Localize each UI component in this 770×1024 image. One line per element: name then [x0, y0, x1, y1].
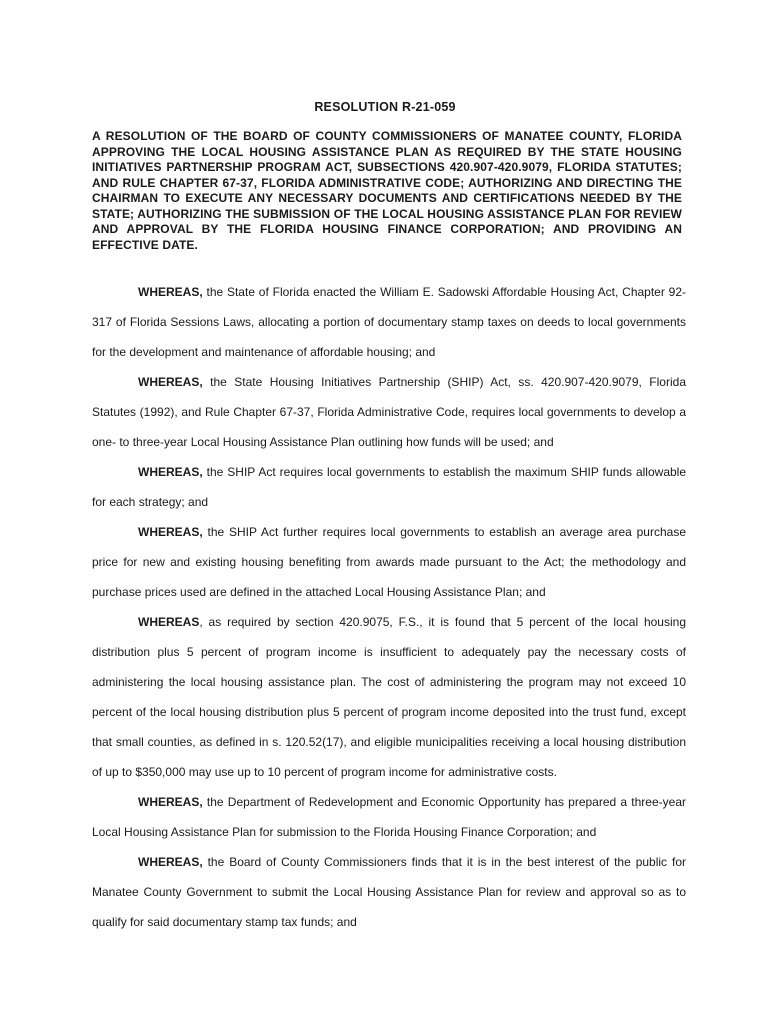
whereas-lead: WHEREAS,: [138, 285, 203, 299]
whereas-text: , as required by section 420.9075, F.S., it is found that 5 percent of the local housing distribution plus 5 percent of program income is insufficient to adequately pay the necessary costs of administering the local housing assistance plan. The cost of administering the program may not exceed 10 percent of the local housing distribution plus 5 percent of program income deposited into the trust fund, except that small counties, as defined in s. 120.52(17), and eligible municipalities receiving a local housing distribution of up to $350,000 may use up to 10 percent of program income for administrative costs.: [92, 615, 686, 779]
whereas-paragraph: [92, 787, 686, 847]
whereas-text: the State Housing Initiatives Partnership (SHIP) Act, ss. 420.907-420.9079, Florida Statutes (1992), and Rule Chapter 67-37, Florida Administrative Code, requires local governments to develop a one- to three-year Local Housing Assistance Plan outlining how funds will be used; and: [92, 375, 686, 449]
whereas-text: the Board of County Commissioners finds that it is in the best interest of the public for Manatee County Government to submit the Local Housing Assistance Plan for review and approval so as to qualify for said documentary stamp tax funds; and: [92, 855, 686, 929]
whereas-paragraph: [92, 607, 686, 787]
whereas-lead: WHEREAS,: [138, 375, 203, 389]
resolution-title: RESOLUTION R-21-059: [314, 100, 456, 114]
resolution-caption: A RESOLUTION OF THE BOARD OF COUNTY COMMISSIONERS OF MANATEE COUNTY, FLORIDA APPROVING THE LOCAL HOUSING ASSISTANCE PLAN AS REQUIRED BY THE STATE HOUSING INITIATIVES PARTNERSHIP PROGRAM ACT, SUBSECTIONS 420.907-420.9079, FLORIDA STATUTES; AND RULE CHAPTER 67-37, FLORIDA ADMINISTRATIVE CODE; AUTHORIZING AND DIRECTING THE CHAIRMAN TO EXECUTE ANY NECESSARY DOCUMENTS AND CERTIFICATIONS NEEDED BY THE STATE; AUTHORIZING THE SUBMISSION OF THE LOCAL HOUSING ASSISTANCE PLAN FOR REVIEW AND APPROVAL BY THE FLORIDA HOUSING FINANCE CORPORATION; AND PROVIDING AN EFFECTIVE DATE.: [92, 129, 682, 252]
whereas-paragraph: [92, 517, 686, 607]
whereas-lead: WHEREAS: [138, 615, 200, 629]
whereas-lead: WHEREAS,: [138, 465, 203, 479]
whereas-text: the SHIP Act further requires local governments to establish an average area purchase price for new and existing housing benefiting from awards made pursuant to the Act; the methodology and purchase prices used are defined in the attached Local Housing Assistance Plan; and: [92, 525, 686, 599]
whereas-text: the Department of Redevelopment and Economic Opportunity has prepared a three-year Local Housing Assistance Plan for submission to the Florida Housing Finance Corporation; and: [92, 795, 686, 839]
whereas-paragraph: [92, 277, 686, 367]
whereas-lead: WHEREAS,: [138, 855, 203, 869]
whereas-text: the State of Florida enacted the William E. Sadowski Affordable Housing Act, Chapter 92-317 of Florida Sessions Laws, allocating a portion of documentary stamp taxes on deeds to local governments for the development and maintenance of affordable housing; and: [92, 285, 686, 359]
whereas-text: the SHIP Act requires local governments to establish the maximum SHIP funds allowable for each strategy; and: [92, 465, 686, 509]
whereas-lead: WHEREAS,: [138, 795, 203, 809]
whereas-clauses: [92, 277, 686, 937]
whereas-paragraph: [92, 457, 686, 517]
whereas-paragraph: [92, 847, 686, 937]
whereas-lead: WHEREAS,: [138, 525, 203, 539]
whereas-paragraph: [92, 367, 686, 457]
